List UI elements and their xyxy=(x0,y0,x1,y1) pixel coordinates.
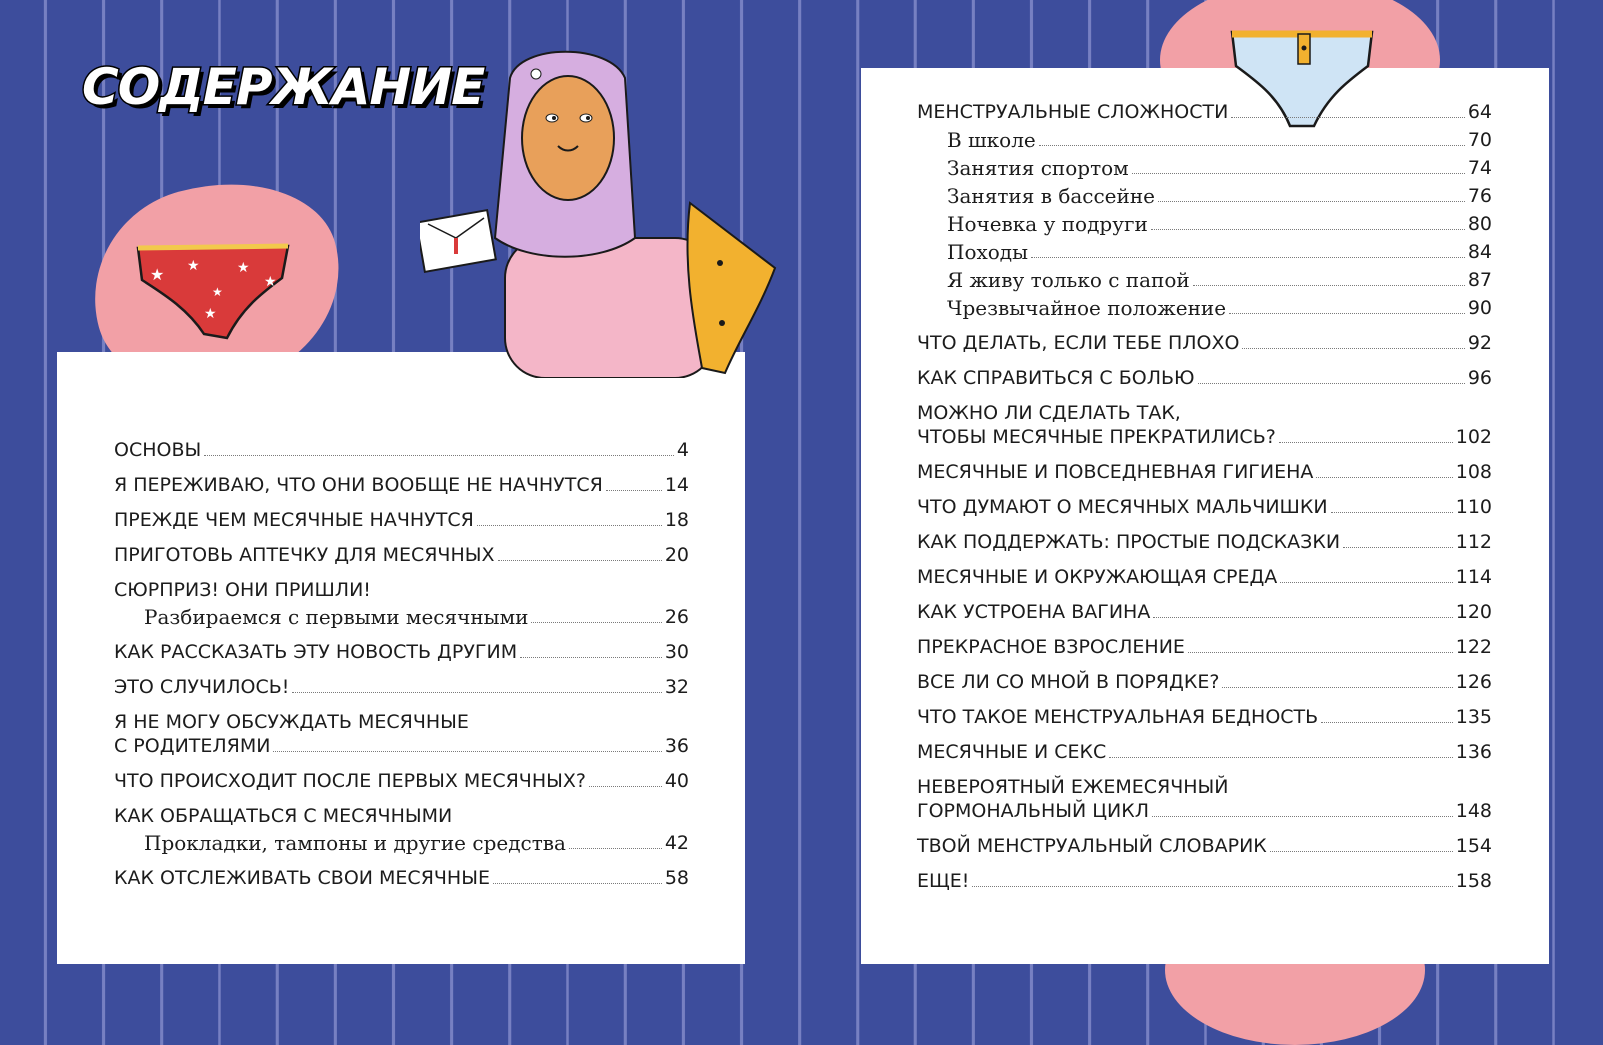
right-toc xyxy=(917,100,1492,904)
svg-text:★: ★ xyxy=(204,306,217,322)
toc-entry[interactable]: ЧТО ДУМАЮТ О МЕСЯЧНЫХ МАЛЬЧИШКИ 110 xyxy=(917,496,1492,518)
svg-text:★: ★ xyxy=(264,274,277,290)
svg-text:★: ★ xyxy=(187,258,200,274)
toc-entry[interactable]: ЧТО ТАКОЕ МЕНСТРУАЛЬНАЯ БЕДНОСТЬ 135 xyxy=(917,706,1492,728)
toc-subentry[interactable]: В школе 70 xyxy=(947,128,1492,152)
toc-subentry[interactable]: Я живу только с папой 87 xyxy=(947,268,1492,292)
girl-hijab-illustration xyxy=(420,38,800,378)
toc-entry[interactable]: ОСНОВЫ 4 xyxy=(114,439,689,461)
toc-subentry[interactable]: Занятия спортом 74 xyxy=(947,156,1492,180)
page-title: СОДЕРЖАНИЕ xyxy=(82,58,485,116)
toc-subentry[interactable]: Походы 84 xyxy=(947,240,1492,264)
toc-entry[interactable]: ТВОЙ МЕНСТРУАЛЬНЫЙ СЛОВАРИК 154 xyxy=(917,835,1492,857)
toc-entry[interactable]: МЕСЯЧНЫЕ И ОКРУЖАЮЩАЯ СРЕДА 114 xyxy=(917,566,1492,588)
left-toc xyxy=(114,438,689,901)
toc-entry[interactable]: ПРИГОТОВЬ АПТЕЧКУ ДЛЯ МЕСЯЧНЫХ 20 xyxy=(114,544,689,566)
toc-entry[interactable]: КАК ОТСЛЕЖИВАТЬ СВОИ МЕСЯЧНЫЕ 58 xyxy=(114,867,689,889)
toc-entry[interactable]: КАК УСТРОЕНА ВАГИНА 120 xyxy=(917,601,1492,623)
toc-entry[interactable]: ПРЕЖДЕ ЧЕМ МЕСЯЧНЫЕ НАЧНУТСЯ 18 xyxy=(114,509,689,531)
svg-text:★: ★ xyxy=(237,260,250,276)
toc-entry[interactable]: ЧТО ПРОИСХОДИТ ПОСЛЕ ПЕРВЫХ МЕСЯЧНЫХ? 40 xyxy=(114,770,689,792)
toc-entry-group[interactable]: СЮРПРИЗ! ОНИ ПРИШЛИ! Разбираемся с первыми месячными 26 xyxy=(114,579,689,629)
toc-entry[interactable]: ЕЩЕ! 158 xyxy=(917,870,1492,892)
svg-text:★: ★ xyxy=(150,265,165,284)
toc-entry[interactable]: Я ПЕРЕЖИВАЮ, ЧТО ОНИ ВООБЩЕ НЕ НАЧНУТСЯ 14 xyxy=(114,474,689,496)
toc-entry[interactable]: ЧТО ДЕЛАТЬ, ЕСЛИ ТЕБЕ ПЛОХО 92 xyxy=(917,332,1492,354)
toc-entry-group[interactable]: Я НЕ МОГУ ОБСУЖДАТЬ МЕСЯЧНЫЕ С РОДИТЕЛЯМИ 36 xyxy=(114,711,689,757)
toc-entry[interactable]: КАК СПРАВИТЬСЯ С БОЛЬЮ 96 xyxy=(917,367,1492,389)
red-underwear-illustration xyxy=(132,238,294,344)
toc-entry[interactable]: КАК РАССКАЗАТЬ ЭТУ НОВОСТЬ ДРУГИМ 30 xyxy=(114,641,689,663)
toc-entry[interactable]: ПРЕКРАСНОЕ ВЗРОСЛЕНИЕ 122 xyxy=(917,636,1492,658)
toc-subentry[interactable]: Занятия в бассейне 76 xyxy=(947,184,1492,208)
toc-entry[interactable]: ЭТО СЛУЧИЛОСЬ! 32 xyxy=(114,676,689,698)
toc-entry-group[interactable]: НЕВЕРОЯТНЫЙ ЕЖЕМЕСЯЧНЫЙ ГОРМОНАЛЬНЫЙ ЦИКЛ 148 xyxy=(917,776,1492,822)
toc-entry[interactable]: КАК ПОДДЕРЖАТЬ: ПРОСТЫЕ ПОДСКАЗКИ 112 xyxy=(917,531,1492,553)
toc-subentry[interactable]: Ночевка у подруги 80 xyxy=(947,212,1492,236)
toc-entry[interactable]: ВСЕ ЛИ СО МНОЙ В ПОРЯДКЕ? 126 xyxy=(917,671,1492,693)
toc-entry-group[interactable]: КАК ОБРАЩАТЬСЯ С МЕСЯЧНЫМИ Прокладки, тампоны и другие средства 42 xyxy=(114,805,689,855)
toc-entry[interactable]: МЕСЯЧНЫЕ И СЕКС 136 xyxy=(917,741,1492,763)
toc-entry-group[interactable]: МОЖНО ЛИ СДЕЛАТЬ ТАК, ЧТОБЫ МЕСЯЧНЫЕ ПРЕКРАТИЛИСЬ? 102 xyxy=(917,402,1492,448)
toc-entry[interactable]: МЕСЯЧНЫЕ И ПОВСЕДНЕВНАЯ ГИГИЕНА 108 xyxy=(917,461,1492,483)
svg-text:★: ★ xyxy=(212,285,223,299)
toc-entry[interactable]: МЕНСТРУАЛЬНЫЕ СЛОЖНОСТИ 64 xyxy=(917,101,1492,123)
toc-subentry[interactable]: Чрезвычайное положение 90 xyxy=(947,296,1492,320)
